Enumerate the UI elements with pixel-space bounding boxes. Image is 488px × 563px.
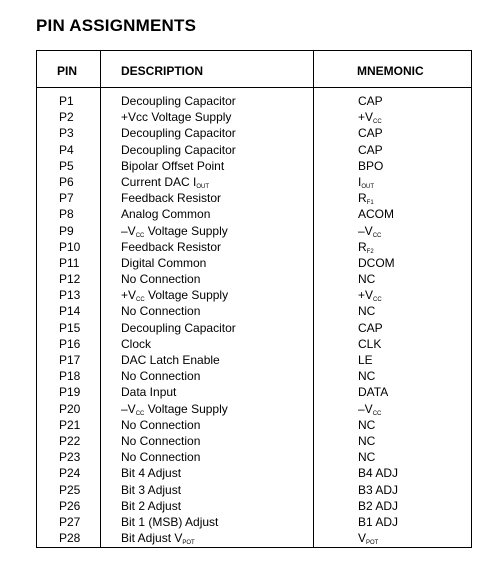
- subscript: F2: [366, 248, 374, 255]
- subscript: CC: [372, 232, 382, 239]
- pin-cell: P20: [59, 401, 81, 416]
- description-cell: [121, 514, 218, 530]
- table-row: [37, 368, 471, 384]
- pin-cell: P13: [59, 288, 81, 303]
- table-row: [37, 384, 471, 400]
- pin-cell: P27: [59, 514, 81, 529]
- mnemonic-cell: [358, 142, 383, 158]
- text-segment: –V: [121, 223, 136, 238]
- description-cell: [121, 223, 228, 239]
- pin-cell: P28: [59, 531, 81, 546]
- table-row: [37, 303, 471, 319]
- mnemonic-cell: [358, 352, 373, 368]
- table-row: [37, 93, 471, 109]
- header-divider: [37, 87, 471, 88]
- text-segment: B3 ADJ: [358, 482, 399, 497]
- subscript: POT: [366, 540, 379, 547]
- mnemonic-cell: [358, 465, 398, 481]
- text-segment: –V: [358, 401, 373, 416]
- text-segment: NC: [358, 304, 376, 319]
- text-segment: +V: [358, 110, 374, 125]
- text-segment: Current DAC I: [121, 174, 197, 189]
- table-row: [37, 109, 471, 125]
- mnemonic-cell: [358, 93, 383, 109]
- mnemonic-cell: [358, 206, 394, 222]
- pin-cell: P7: [59, 191, 74, 206]
- text-segment: Voltage Supply: [144, 288, 229, 303]
- pin-cell: P21: [59, 417, 81, 432]
- text-segment: I: [358, 174, 362, 189]
- text-segment: No Connection: [121, 369, 201, 384]
- text-segment: Bit 1 (MSB) Adjust: [121, 514, 219, 529]
- mnemonic-cell: [358, 514, 398, 530]
- table-row: [37, 223, 471, 239]
- pin-cell: P14: [59, 304, 81, 319]
- text-segment: LE: [358, 353, 373, 367]
- description-cell: [121, 417, 200, 433]
- mnemonic-cell: [358, 125, 383, 141]
- description-cell: [121, 287, 228, 303]
- mnemonic-cell: [358, 303, 375, 319]
- text-segment: NC: [358, 369, 376, 384]
- table-row: [37, 514, 471, 530]
- text-segment: R: [358, 239, 367, 254]
- description-cell: [121, 109, 231, 125]
- text-segment: No Connection: [121, 450, 201, 465]
- subscript: OUT: [361, 183, 375, 190]
- mnemonic-cell: [358, 255, 395, 271]
- pin-cell: P8: [59, 207, 74, 222]
- mnemonic-cell: [358, 336, 381, 352]
- subscript: POT: [182, 540, 195, 547]
- subscript: CC: [372, 410, 382, 417]
- description-cell: [121, 158, 224, 174]
- text-segment: Bit 3 Adjust: [121, 482, 182, 497]
- pin-cell: P26: [59, 498, 81, 513]
- pin-cell: P22: [59, 433, 81, 448]
- pin-cell: P4: [59, 142, 74, 157]
- text-segment: Data Input: [121, 385, 177, 400]
- table-row: [37, 433, 471, 449]
- text-segment: +V: [121, 288, 137, 303]
- description-cell: [121, 368, 200, 384]
- text-segment: No Connection: [121, 304, 201, 319]
- text-segment: Decoupling Capacitor: [121, 94, 236, 108]
- description-cell: [121, 530, 195, 546]
- table-row: [37, 352, 471, 368]
- text-segment: B1 ADJ: [358, 514, 399, 529]
- description-cell: [121, 255, 206, 271]
- text-segment: Bipolar Offset Point: [121, 158, 225, 173]
- text-segment: CLK: [358, 336, 382, 351]
- page-title: PIN ASSIGNMENTS: [36, 16, 197, 35]
- description-cell: [121, 449, 200, 465]
- description-cell: [121, 336, 151, 352]
- text-segment: NC: [358, 417, 376, 432]
- mnemonic-cell: [358, 368, 375, 384]
- pin-cell: P10: [59, 239, 81, 254]
- table-row: [37, 142, 471, 158]
- text-segment: B4 ADJ: [358, 466, 399, 481]
- table-row: [37, 336, 471, 352]
- mnemonic-cell: [358, 223, 381, 239]
- subscript: CC: [373, 119, 382, 126]
- column-header-description: DESCRIPTION: [121, 64, 204, 78]
- description-cell: [121, 271, 200, 287]
- text-segment: Bit 2 Adjust: [121, 498, 182, 513]
- mnemonic-cell: [358, 174, 374, 190]
- description-cell: [121, 384, 176, 400]
- text-segment: R: [358, 191, 367, 206]
- mnemonic-cell: [358, 271, 375, 287]
- table-row: [37, 158, 471, 174]
- pin-cell: P2: [59, 110, 74, 125]
- text-segment: CAP: [358, 142, 383, 157]
- table-row: [37, 498, 471, 514]
- pin-cell: P16: [59, 336, 81, 351]
- mnemonic-cell: [358, 109, 382, 125]
- pin-cell: P24: [59, 466, 81, 481]
- text-segment: DAC Latch Enable: [121, 353, 220, 367]
- pin-cell: P12: [59, 272, 81, 287]
- table-row: [37, 465, 471, 481]
- description-cell: [121, 482, 181, 498]
- table-body: [37, 93, 471, 546]
- text-segment: +Vcc Voltage Supply: [121, 110, 232, 125]
- mnemonic-cell: [358, 401, 381, 417]
- text-segment: DATA: [358, 385, 389, 400]
- text-segment: NC: [358, 450, 376, 465]
- text-segment: Voltage Supply: [144, 223, 228, 238]
- subscript: F1: [366, 200, 374, 207]
- text-segment: NC: [358, 272, 376, 287]
- table-row: [37, 417, 471, 433]
- table-row: [37, 239, 471, 255]
- table-row: [37, 287, 471, 303]
- text-segment: Bit Adjust V: [121, 531, 183, 546]
- mnemonic-cell: [358, 384, 388, 400]
- mnemonic-cell: [358, 530, 378, 546]
- text-segment: Feedback Resistor: [121, 191, 222, 206]
- description-cell: [121, 320, 236, 336]
- description-cell: [121, 239, 221, 255]
- text-segment: CAP: [358, 126, 383, 141]
- pin-cell: P23: [59, 450, 81, 465]
- pin-cell: P9: [59, 223, 74, 238]
- pin-cell: P18: [59, 369, 81, 384]
- subscript: CC: [135, 410, 145, 417]
- subscript: CC: [373, 297, 382, 304]
- description-cell: [121, 303, 200, 319]
- description-cell: [121, 433, 200, 449]
- table-row: [37, 125, 471, 141]
- table-row: [37, 482, 471, 498]
- text-segment: No Connection: [121, 433, 201, 448]
- text-segment: Decoupling Capacitor: [121, 126, 236, 141]
- text-segment: NC: [358, 433, 376, 448]
- description-cell: [121, 206, 210, 222]
- text-segment: Voltage Supply: [144, 401, 228, 416]
- pin-assignments-table: [36, 50, 472, 548]
- text-segment: Decoupling Capacitor: [121, 142, 236, 157]
- description-cell: [121, 125, 236, 141]
- text-segment: Decoupling Capacitor: [121, 320, 236, 335]
- mnemonic-cell: [358, 449, 375, 465]
- text-segment: –V: [121, 401, 136, 416]
- text-segment: Bit 4 Adjust: [121, 466, 182, 481]
- text-segment: BPO: [358, 158, 384, 173]
- table-row: [37, 255, 471, 271]
- table-row: [37, 206, 471, 222]
- text-segment: No Connection: [121, 417, 201, 432]
- text-segment: B2 ADJ: [358, 498, 399, 513]
- pin-cell: P5: [59, 158, 74, 173]
- mnemonic-cell: [358, 498, 398, 514]
- subscript: CC: [135, 232, 145, 239]
- text-segment: No Connection: [121, 272, 201, 287]
- table-row: [37, 401, 471, 417]
- text-segment: Clock: [121, 336, 152, 351]
- pin-cell: P3: [59, 126, 74, 141]
- table-row: [37, 530, 471, 546]
- table-row: [37, 449, 471, 465]
- mnemonic-cell: [358, 158, 383, 174]
- mnemonic-cell: [358, 433, 375, 449]
- description-cell: [121, 93, 236, 109]
- pin-cell: P6: [59, 174, 74, 189]
- column-header-mnemonic: MNEMONIC: [357, 64, 424, 78]
- column-header-pin: PIN: [57, 64, 78, 78]
- mnemonic-cell: [358, 482, 398, 498]
- description-cell: [121, 498, 181, 514]
- text-segment: DCOM: [358, 255, 395, 270]
- table-row: [37, 174, 471, 190]
- pin-cell: P17: [59, 353, 81, 367]
- text-segment: CAP: [358, 94, 383, 108]
- subscript: CC: [136, 297, 145, 304]
- pin-cell: P11: [59, 255, 80, 270]
- table-row: [37, 190, 471, 206]
- description-cell: [121, 174, 209, 190]
- mnemonic-cell: [358, 417, 375, 433]
- description-cell: [121, 465, 181, 481]
- table-row: [37, 320, 471, 336]
- text-segment: Analog Common: [121, 207, 211, 222]
- text-segment: CAP: [358, 320, 383, 335]
- description-cell: [121, 142, 236, 158]
- pin-cell: P1: [59, 94, 74, 108]
- table-row: [37, 271, 471, 287]
- text-segment: Feedback Resistor: [121, 239, 222, 254]
- text-segment: +V: [358, 288, 374, 303]
- mnemonic-cell: [358, 190, 374, 206]
- text-segment: Digital Common: [121, 255, 207, 270]
- description-cell: [121, 352, 220, 368]
- description-cell: [121, 401, 228, 417]
- description-cell: [121, 190, 221, 206]
- text-segment: V: [358, 531, 367, 546]
- pin-cell: P19: [59, 385, 81, 400]
- pin-cell: P15: [59, 320, 81, 335]
- subscript: OUT: [196, 183, 210, 190]
- mnemonic-cell: [358, 239, 374, 255]
- mnemonic-cell: [358, 287, 382, 303]
- mnemonic-cell: [358, 320, 383, 336]
- text-segment: ACOM: [358, 207, 394, 222]
- text-segment: –V: [358, 223, 373, 238]
- pin-cell: P25: [59, 482, 81, 497]
